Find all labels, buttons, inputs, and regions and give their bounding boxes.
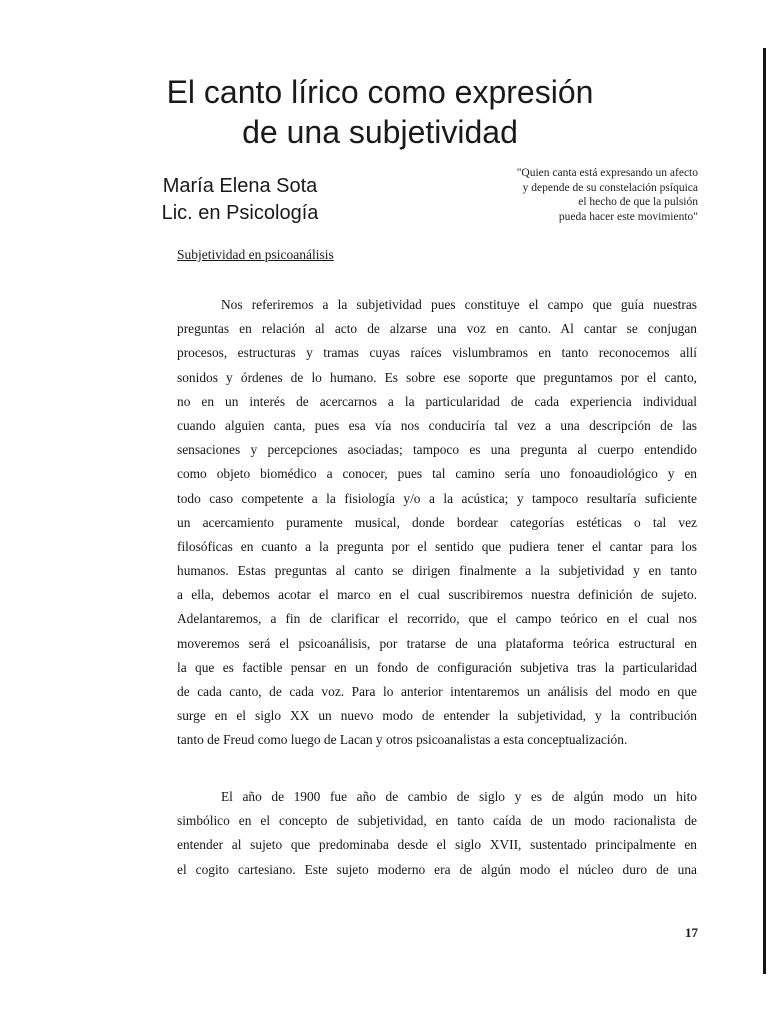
paragraph-line: preguntas en relación al acto de alzarse una voz en canto. Al cantar se conjugan xyxy=(177,321,697,337)
paragraph-line: sonidos y órdenes de lo humano. Es sobre ese soporte que preguntamos por el canto, xyxy=(177,369,697,385)
paragraph-line: sensaciones y percepciones asociadas; tampoco es una pregunta al cuerpo entendido xyxy=(177,442,697,458)
page-edge-rule xyxy=(763,48,766,974)
paragraph-line: el cogito cartesiano. Este sujeto moderno era de algún modo el núcleo duro de una xyxy=(177,861,697,877)
epigraph-line: "Quien canta está expresando un afecto xyxy=(516,167,698,179)
paragraph-line: moveremos será el psicoanálisis, por tratarse de una plataforma teórica estructural en xyxy=(177,635,697,651)
paragraph-line: simbólico en el concepto de subjetividad, en tanto caída de un modo racionalista de xyxy=(177,813,697,829)
paragraph-line: de cada canto, de cada voz. Para lo anterior intentaremos un análisis del modo en que xyxy=(177,684,697,699)
section-heading: Subjetividad en psicoanálisis xyxy=(177,247,334,262)
paragraph-line: la que es factible pensar en un fondo de configuración subjetiva tras la particularidad xyxy=(177,659,697,675)
epigraph-quote xyxy=(440,166,698,224)
body-paragraph-1 xyxy=(177,293,697,753)
paragraph-line: filosóficas en cuanto a la pregunta por el sentido que pudiera tener el cantar para los xyxy=(177,538,697,554)
paragraph-line: un acercamiento puramente musical, donde bordear categorías estéticas o tal vez xyxy=(177,514,697,530)
paragraph-line: tanto de Freud como luego de Lacan y otros psicoanalistas a esta conceptualización. xyxy=(177,732,628,748)
paragraph-line: todo caso competente a la fisiología y/o a la acústica; y tampoco resultaría suficiente xyxy=(177,490,697,506)
paper-title xyxy=(120,72,640,152)
author-name: María Elena Sota xyxy=(162,175,318,197)
author-credential: Lic. en Psicología xyxy=(161,202,319,224)
paragraph-line: Adelantaremos, a fin de clarificar el recorrido, que el campo teórico en el cual nos xyxy=(177,611,697,627)
epigraph-line: pueda hacer este movimiento" xyxy=(558,210,698,223)
paragraph-line: humanos. Estas preguntas al canto se dirigen finalmente a la subjetividad y en tanto xyxy=(177,563,697,579)
title-line-1: El canto lírico como expresión xyxy=(166,74,594,110)
author-block xyxy=(140,173,340,227)
paragraph-line: cuando alguien canta, pues esa vía nos conduciría tal vez a una descripción de las xyxy=(177,417,697,433)
title-line-2: de una subjetividad xyxy=(242,114,518,150)
epigraph-line: el hecho de que la pulsión xyxy=(578,196,698,208)
paragraph-line: surge en el siglo XX un nuevo modo de entender la subjetividad, y la contribución xyxy=(177,708,697,724)
body-paragraph-2 xyxy=(177,785,697,882)
paragraph-line: procesos, estructuras y tramas cuyas raíces vislumbramos en tanto reconocemos allí xyxy=(177,345,697,361)
paragraph-line: Nos referiremos a la subjetividad pues constituye el campo que guía nuestras xyxy=(221,297,697,312)
page-number: 17 xyxy=(685,925,698,940)
paragraph-line: no en un interés de acercarnos a la particularidad de cada experiencia individual xyxy=(177,393,697,409)
epigraph-line: y depende de su constelación psíquica xyxy=(522,181,698,194)
paragraph-line: a ella, debemos acotar el marco en el cual suscribiremos nuestra definición de sujeto. xyxy=(177,587,697,603)
paragraph-line: como objeto biomédico a conocer, pues tal camino sería uno fonoaudiológico y en xyxy=(177,466,697,482)
paragraph-line: entender al sujeto que predominaba desde el siglo XVII, sustentado principalmente en xyxy=(177,837,697,853)
paragraph-line: El año de 1900 fue año de cambio de siglo y es de algún modo un hito xyxy=(221,789,697,804)
